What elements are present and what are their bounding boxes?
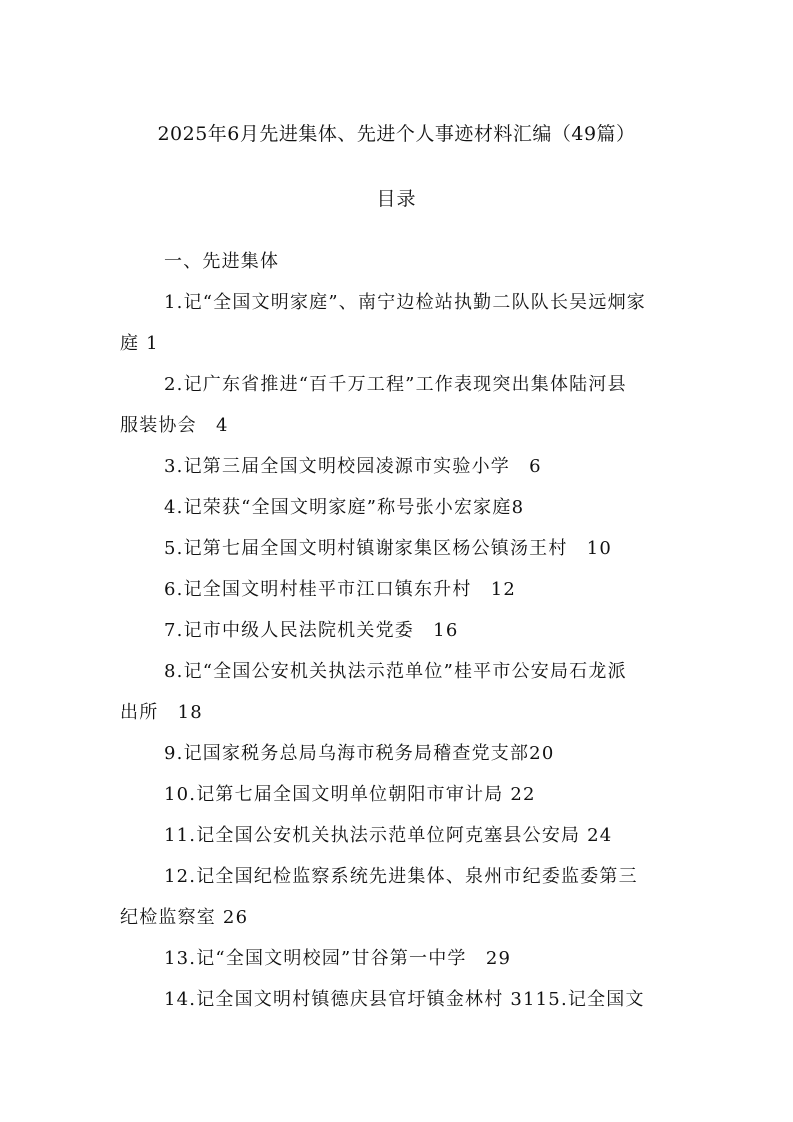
toc-entry-8-continued: 出所 18 (120, 702, 203, 723)
toc-section-heading: 一、先进集体 (164, 251, 280, 272)
toc-entry-11: 11.记全国公安机关执法示范单位阿克塞县公安局 24 (164, 825, 613, 846)
document-title: 2025年6月先进集体、先进个人事迹材料汇编（49篇） (157, 123, 636, 145)
toc-entry-2-continued: 服装协会 4 (120, 415, 229, 436)
toc-entry-4: 4.记荣获“全国文明家庭”称号张小宏家庭8 (164, 497, 525, 518)
toc-entry-13: 13.记“全国文明校园”甘谷第一中学 29 (164, 948, 512, 969)
toc-heading: 目录 (376, 188, 417, 210)
toc-entry-14: 14.记全国文明村镇德庆县官圩镇金林村 3115.记全国文 (164, 989, 645, 1010)
toc-entry-1-continued: 庭 1 (120, 333, 159, 354)
toc-entry-1: 1.记“全国文明家庭”、南宁边检站执勤二队队长吴远炯家 (164, 292, 646, 313)
toc-entry-3: 3.记第三届全国文明校园凌源市实验小学 6 (164, 456, 542, 477)
toc-entry-12-continued: 纪检监察室 26 (120, 907, 249, 928)
table-of-contents (120, 246, 676, 1025)
toc-entry-7: 7.记市中级人民法院机关党委 16 (164, 620, 459, 641)
toc-entry-12: 12.记全国纪检监察系统先进集体、泉州市纪委监委第三 (164, 866, 638, 887)
toc-entry-8: 8.记“全国公安机关执法示范单位”桂平市公安局石龙派 (164, 661, 627, 682)
toc-entry-2: 2.记广东省推进“百千万工程”工作表现突出集体陆河县 (164, 374, 627, 395)
toc-entry-10: 10.记第七届全国文明单位朝阳市审计局 22 (164, 784, 536, 805)
toc-entry-9: 9.记国家税务总局乌海市税务局稽查党支部20 (164, 743, 555, 764)
toc-entry-6: 6.记全国文明村桂平市江口镇东升村 12 (164, 579, 517, 600)
toc-entry-5: 5.记第七届全国文明村镇谢家集区杨公镇汤王村 10 (164, 538, 613, 559)
